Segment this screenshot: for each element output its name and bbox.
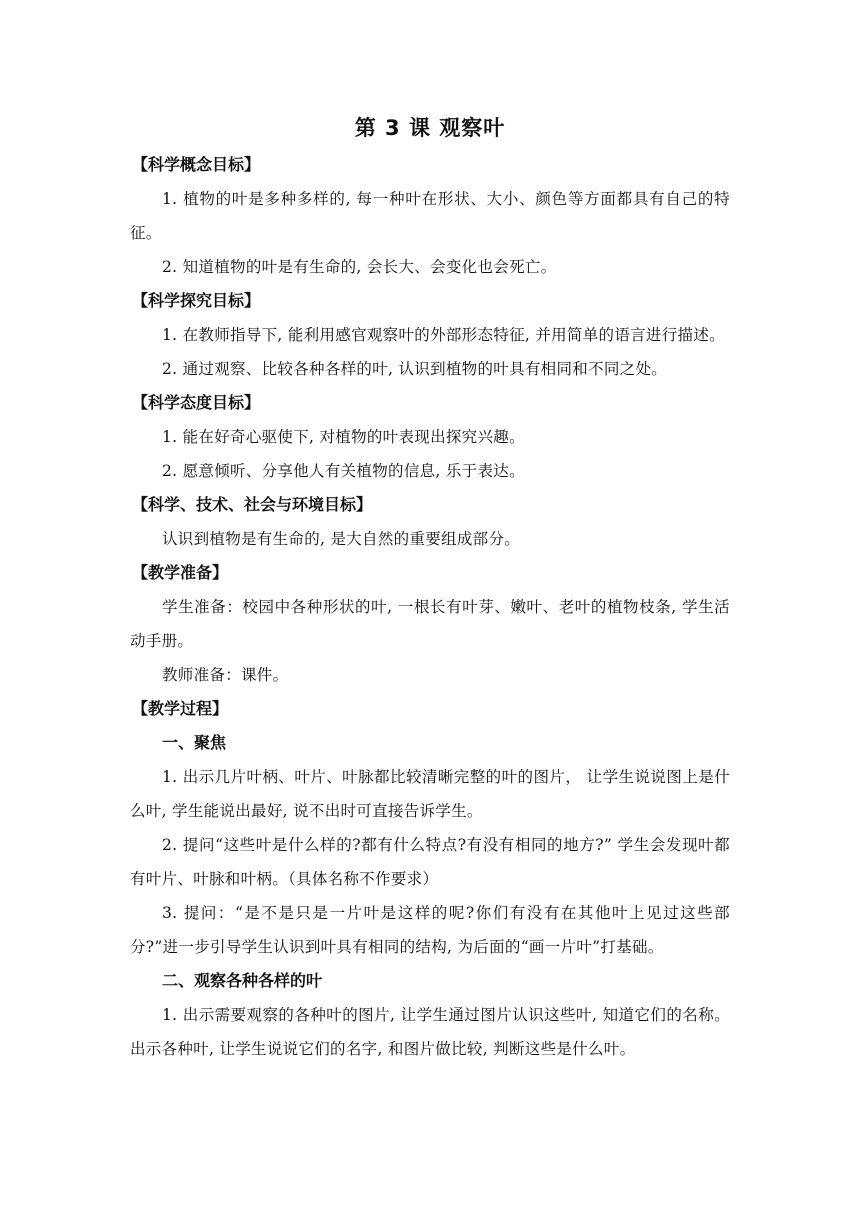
document-page xyxy=(130,112,730,1066)
section-teaching-process xyxy=(130,692,730,1066)
section-stse-goals xyxy=(130,488,730,556)
paragraph: 教师准备：课件。 xyxy=(162,666,289,684)
paragraph: 1. 出示几片叶柄、叶片、叶脉都比较清晰完整的叶的图片， 让学生说说图上是什么叶, 学生能说出最好, 说不出时可直接告诉学生。 xyxy=(130,768,730,820)
page-title: 第 3 课 观察叶 xyxy=(354,116,506,140)
paragraph: 1. 能在好奇心驱使下, 对植物的叶表现出探究兴趣。 xyxy=(162,428,525,446)
step-heading: 一、聚焦 xyxy=(162,733,227,752)
section-heading: 【科学、技术、社会与环境目标】 xyxy=(132,495,373,514)
paragraph: 2. 提问“这些叶是什么样的?都有什么特点?有没有相同的地方?” 学生会发现叶都有叶片、叶脉和叶柄。（具体名称不作要求） xyxy=(130,836,730,888)
section-inquiry-goals xyxy=(130,284,730,386)
section-heading: 【教学过程】 xyxy=(132,699,229,718)
section-heading: 【科学探究目标】 xyxy=(132,291,261,310)
step-heading: 二、观察各种各样的叶 xyxy=(162,971,323,990)
paragraph: 3. 提问：“是不是只是一片叶是这样的呢?你们有没有在其他叶上见过这些部分?”进一步引导学生认识到叶具有相同的结构, 为后面的“画一片叶”打基础。 xyxy=(130,904,730,956)
section-concept-goals xyxy=(130,148,730,284)
section-heading: 【教学准备】 xyxy=(132,563,229,582)
paragraph: 认识到植物是有生命的, 是大自然的重要组成部分。 xyxy=(162,530,521,548)
section-preparation xyxy=(130,556,730,692)
paragraph: 2. 知道植物的叶是有生命的, 会长大、会变化也会死亡。 xyxy=(162,258,557,276)
paragraph: 学生准备：校园中各种形状的叶, 一根长有叶芽、嫩叶、老叶的植物枝条, 学生活动手册。 xyxy=(130,598,730,650)
section-heading: 【科学概念目标】 xyxy=(132,155,261,174)
section-heading: 【科学态度目标】 xyxy=(132,393,261,412)
paragraph: 2. 愿意倾听、分享他人有关植物的信息, 乐于表达。 xyxy=(162,462,525,480)
paragraph: 1. 植物的叶是多种多样的, 每一种叶在形状、大小、颜色等方面都具有自己的特征。 xyxy=(130,190,730,242)
section-attitude-goals xyxy=(130,386,730,488)
paragraph: 2. 通过观察、比较各种各样的叶, 认识到植物的叶具有相同和不同之处。 xyxy=(162,360,668,378)
paragraph: 1. 出示需要观察的各种叶的图片, 让学生通过图片认识这些叶, 知道它们的名称。出示各种叶, 让学生说说它们的名字, 和图片做比较, 判断这些是什么叶。 xyxy=(130,1006,730,1058)
paragraph: 1. 在教师指导下, 能利用感官观察叶的外部形态特征, 并用简单的语言进行描述。 xyxy=(162,326,725,344)
